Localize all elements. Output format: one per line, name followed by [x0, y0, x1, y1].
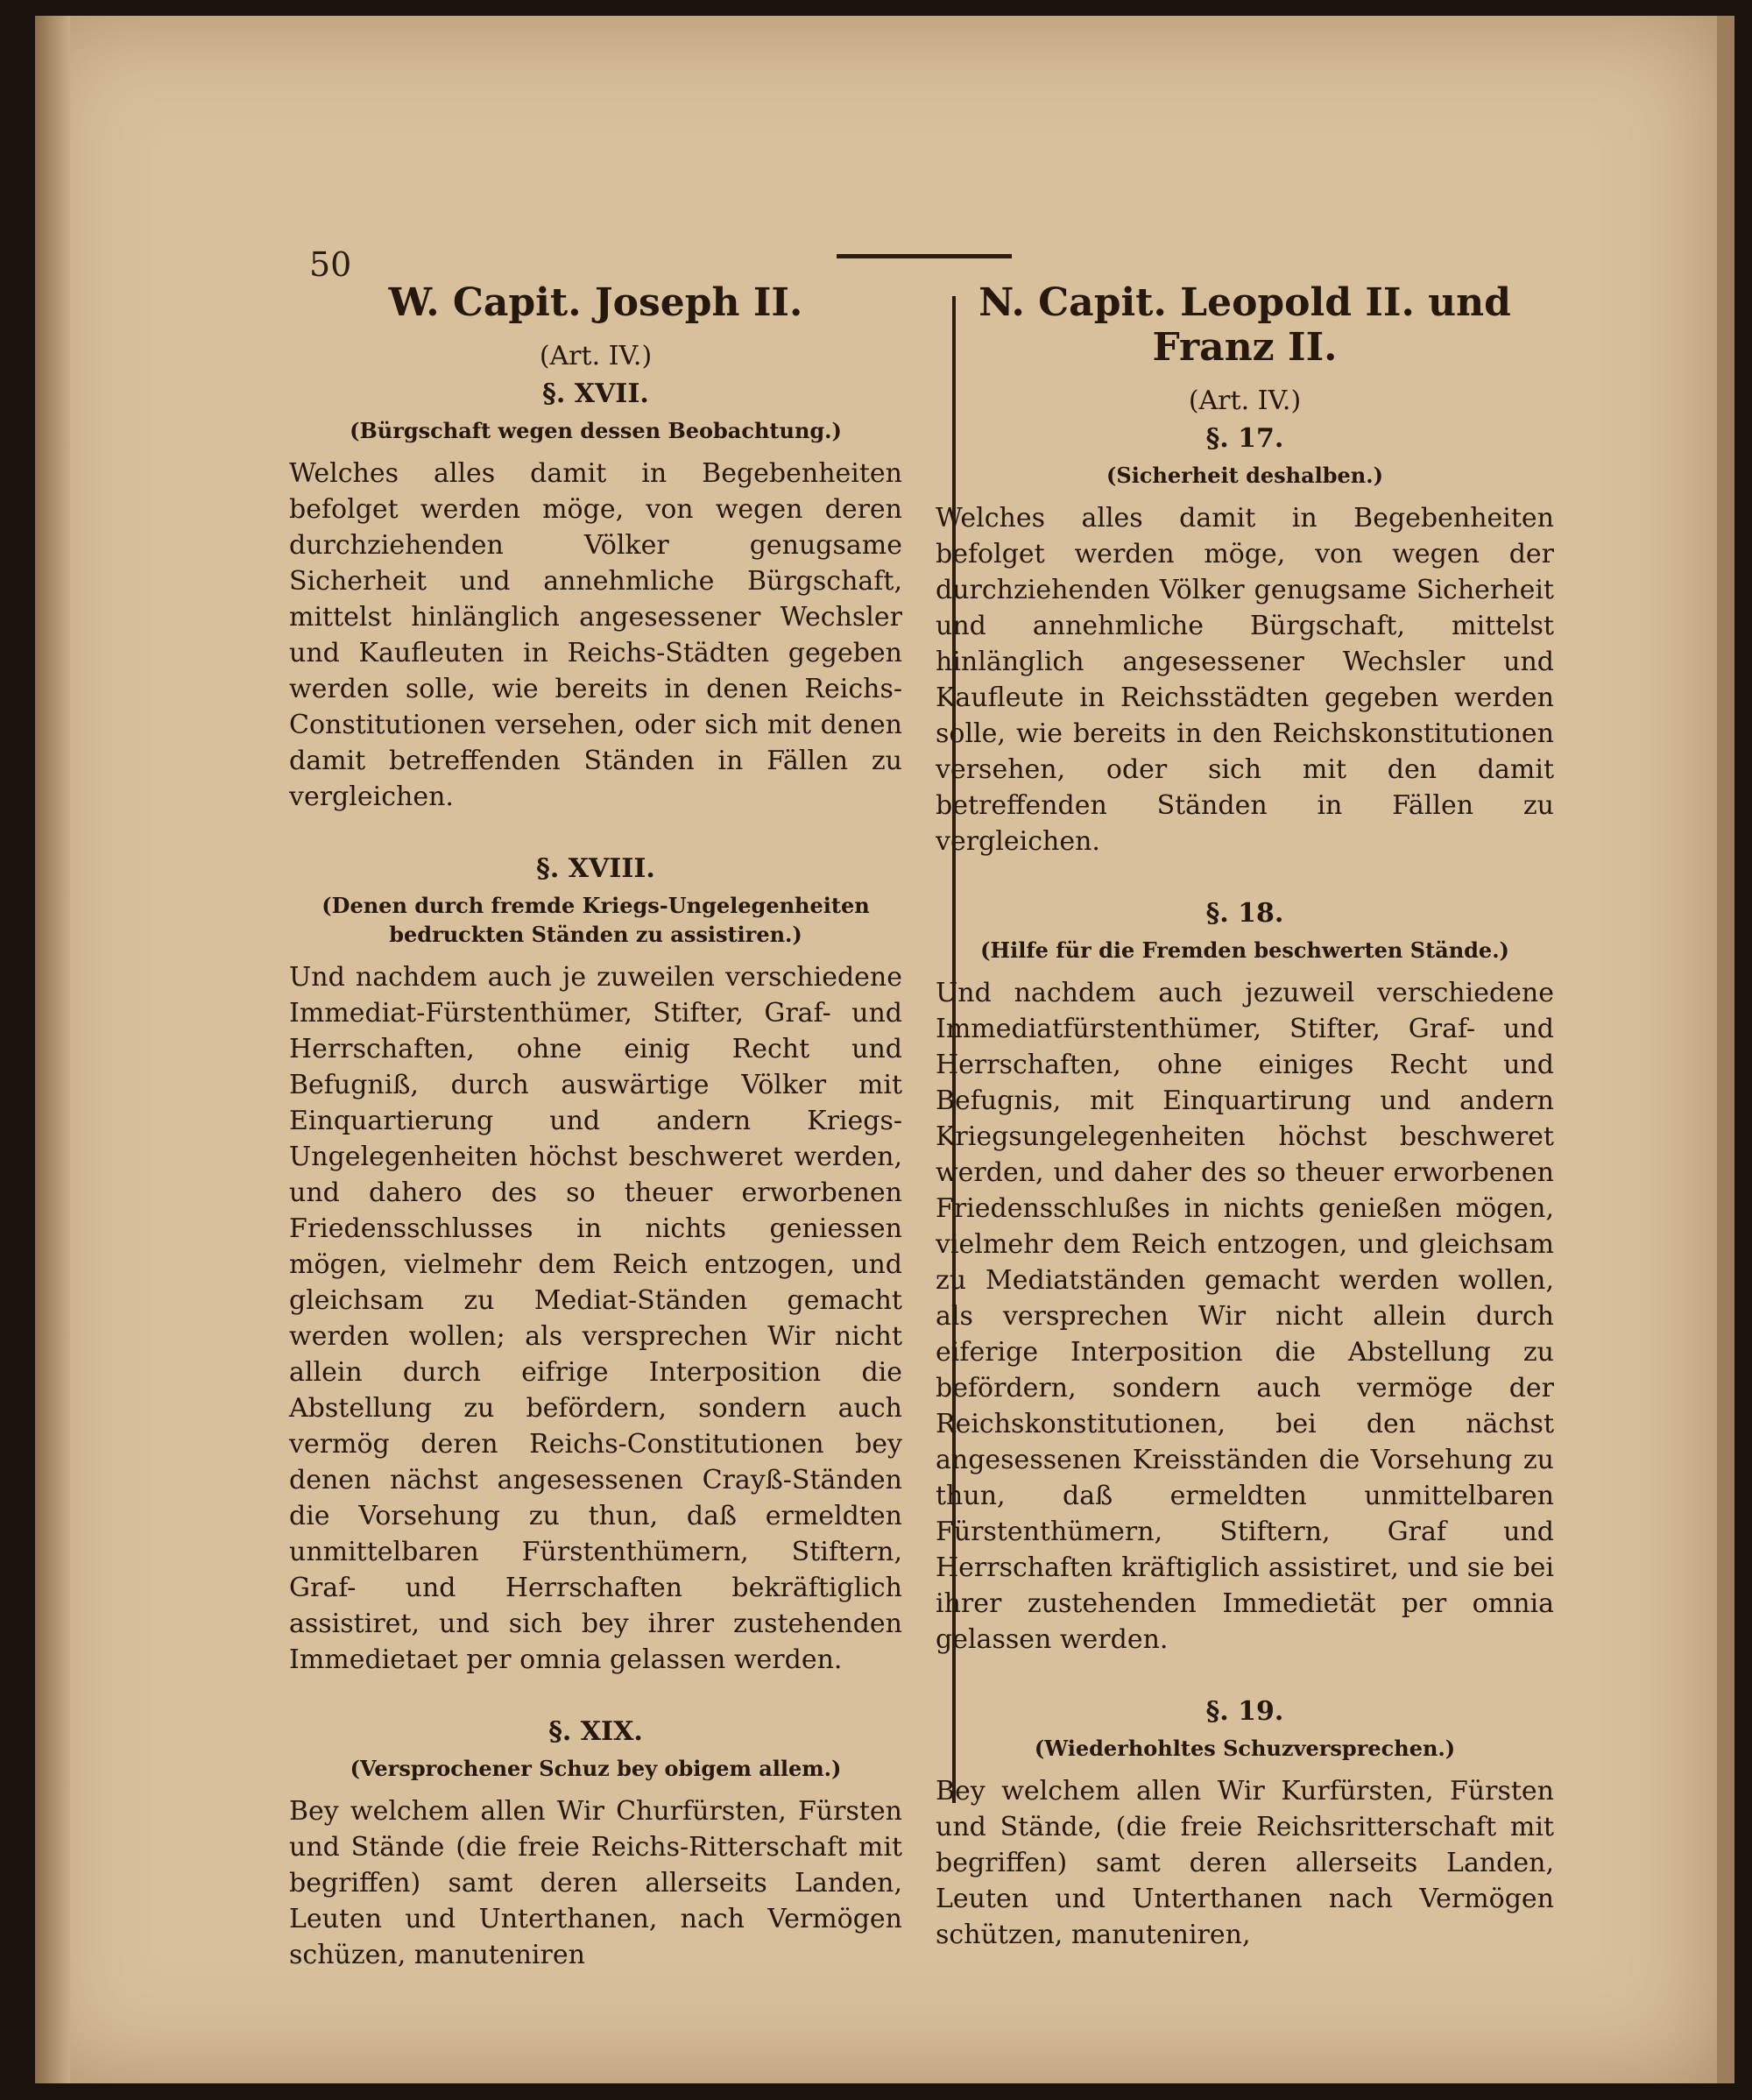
section-text: Bey welchem allen Wir Churfürsten, Fürsten und Stände (die freie Reichs-Ritterschaft mit begriffen) samt deren allerseits Landen, Leuten und Unterthanen, nach Vermögen schüzen, manuteniren — [289, 1796, 902, 1970]
right-section-17 — [936, 423, 1554, 859]
left-column — [289, 280, 902, 2012]
section-note: (Hilfe für die Fremden beschwerten Stände.) — [980, 937, 1509, 963]
section-number: §. 18. — [1205, 898, 1284, 929]
section-text: Welches alles damit in Begebenheiten befolget werden möge, von wegen deren durchziehenden Völker genugsame Sicherheit und annehmliche Bürgschaft, mittelst hinlänglich angesessener Wechsler und Kaufleuten in Reichs-Städten gegeben werden solle, wie bereits in denen Reichs-Constitutionen versehen, oder sich mit denen damit betreffenden Ständen in Fällen zu vergleichen. — [289, 458, 902, 812]
right-section-18 — [936, 898, 1554, 1658]
section-note: (Bürgschaft wegen dessen Beobachtung.) — [350, 418, 842, 443]
left-article-label: (Art. IV.) — [539, 341, 653, 371]
right-column — [936, 280, 1554, 1991]
section-note: (Versprochener Schuz bey obigem allem.) — [350, 1756, 842, 1781]
section-number: §. XIX. — [548, 1716, 643, 1747]
left-section-17 — [289, 378, 902, 815]
right-section-19 — [936, 1696, 1554, 1953]
section-text: Und nachdem auch je zuweilen verschiedene Immediat-Fürstenthümer, Stifter, Graf- und Herrschaften, ohne einig Recht und Befugniß, durch auswärtige Völker mit Einquartierung und andern Kriegs-Ungelegenheiten höchst beschweret werden, und dahero des so theuer erworbenen Friedensschlusses in nichts geniessen mögen, vielmehr dem Reich entzogen, und gleichsam zu Mediat-Ständen gemacht werden wollen; als versprechen Wir nicht allein durch eifrige Interposition die Abstellung zu befördern, sondern auch vermög deren Reichs-Constitutionen bey denen nächst angesessenen Crayß-Ständen die Vorsehung zu thun, daß ermeldten unmittelbaren Fürstenthümern, Stiftern, Graf- und Herrschaften bekräftiglich assistiret, und sich bey ihrer zustehenden Immedietaet per omnia gelassen werden. — [289, 962, 902, 1675]
book-spine — [35, 16, 70, 2083]
section-number: §. 17. — [1205, 423, 1284, 454]
right-article-label: (Art. IV.) — [1188, 385, 1302, 416]
section-text: Bey welchem allen Wir Kurfürsten, Fürsten und Stände, (die freie Reichsritterschaft mit begriffen) samt deren allerseits Landen, Leuten und Unterthanen nach Vermögen schützen, manuteniren, — [936, 1776, 1554, 1950]
header-rule — [837, 254, 1012, 258]
section-note: (Denen durch fremde Kriegs-Ungelegenheiten bedruckten Ständen zu assistiren.) — [321, 893, 870, 947]
left-section-18 — [289, 853, 902, 1678]
section-number: §. 19. — [1205, 1696, 1284, 1727]
left-section-19 — [289, 1716, 902, 1973]
section-number: §. XVIII. — [536, 853, 655, 884]
section-number: §. XVII. — [542, 378, 649, 409]
section-text: Welches alles damit in Begebenheiten befolget werden möge, von wegen der durchziehenden Völker genugsame Sicherheit und annehmliche Bürgschaft, mittelst hinlänglich angesessener Wechsler und Kaufleute in Reichsstädten gegeben werden solle, wie bereits in den Reichskonstitutionen versehen, oder sich mit den damit betreffenden Ständen in Fällen zu vergleichen. — [936, 503, 1554, 857]
right-column-title: N. Capit. Leopold II. und Franz II. — [978, 280, 1511, 370]
left-column-title: W. Capit. Joseph II. — [388, 280, 803, 325]
section-note: (Sicherheit deshalben.) — [1106, 463, 1383, 488]
section-text: Und nachdem auch jezuweil verschiedene Immediatfürstenthümer, Stifter, Graf- und Herrschaften, ohne einiges Recht und Befugnis, mit Einquartirung und andern Kriegsungelegenheiten höchst beschweret werden, und daher des so theuer erworbenen Friedensschlußes in nichts genießen mögen, vielmehr dem Reich entzogen, und gleichsam zu Mediatständen gemacht werden wollen, als versprechen Wir nicht allein durch eiferige Interposition die Abstellung zu befördern, sondern auch vermöge der Reichskonstitutionen, bei den nächst angesessenen Kreisständen die Vorsehung zu thun, daß ermeldten unmittelbaren Fürstenthümern, Stiftern, Graf und Herrschaften kräftiglich assistiret, und sie bei ihrer zustehenden Immedietät per omnia gelassen werden. — [936, 978, 1554, 1655]
section-note: (Wiederhohltes Schuzversprechen.) — [1034, 1736, 1456, 1761]
page-number: 50 — [309, 245, 352, 284]
